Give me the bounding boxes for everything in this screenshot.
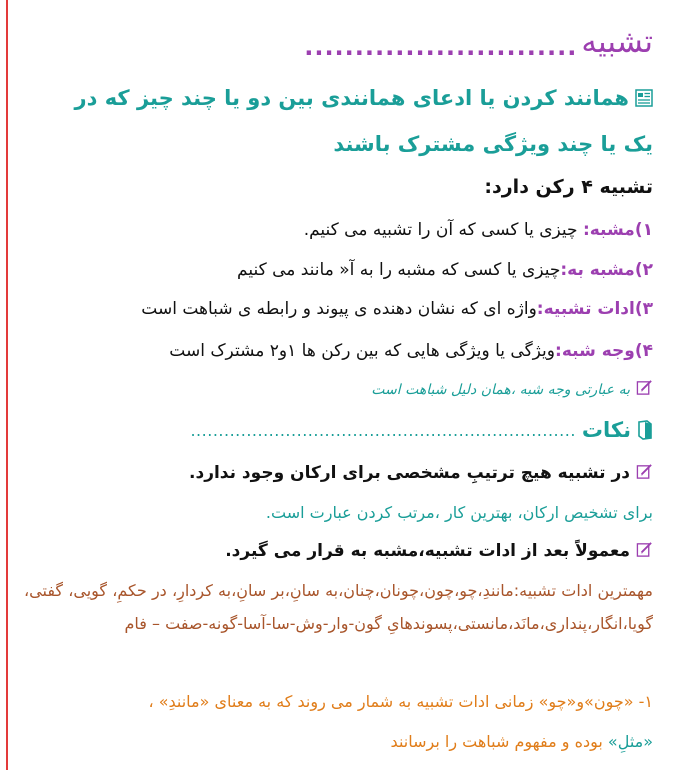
note-2-text: معمولاً بعد از ادات تشبیه،مشبه به قرار می گیرد. (225, 541, 630, 561)
shield-icon (637, 420, 653, 440)
rokn-key: ۳)ادات تشبیه: (536, 299, 653, 319)
note-1-text: در تشبیه هیچ ترتیبِ مشخصی برای ارکان وجود ندارد. (189, 463, 630, 483)
title-row (24, 22, 653, 62)
rokn-key: ۴)وجه شبه: (555, 341, 653, 361)
document-page (24, 0, 653, 770)
note-1 (24, 463, 653, 483)
pencil-check-icon (636, 541, 653, 558)
note-1-sub: برای تشخیص ارکان، بهترین کار ،مرتب کردن عبارت است. (265, 503, 653, 522)
page-margin-line (6, 0, 8, 770)
rokn-item-1 (24, 220, 653, 240)
adat-list: مهمترین ادات تشبیه:مانندِ،چو،چون،چونان،چنان،به سانِ،بر سانِ،به کردارِ، در حکمِ، گویی، گفتی، گویا،انگار،پنداری،مانَد،مانستی،پسوندهایِ گون-وار-وش-سا-آسا-گونه-صفت – فام (24, 581, 653, 633)
rokn-item-4 (24, 341, 653, 361)
rokn-item-2 (24, 260, 653, 280)
nokat-label: نکات (581, 418, 631, 442)
pencil-check-icon (636, 379, 653, 396)
rokn-item-3 (24, 299, 653, 319)
italic-note-text: به عبارتی وجه شبه ،همان دلیل شباهت است (371, 382, 630, 398)
italic-note (24, 379, 653, 398)
definition-line-1 (24, 76, 653, 120)
nokat-dot-leader: ..................................................................... (190, 420, 576, 440)
definition-line-2: یک یا چند ویژگی مشترک باشند (333, 132, 653, 156)
title-dot-leader: ........................... (304, 33, 578, 61)
point-1-line-2 (24, 732, 653, 751)
rokn-text: چیزی یا کسی که مشبه را به آ« مانند می کنیم (237, 260, 561, 280)
rokn-text: واژه ای که نشان دهنده ی پیوند و رابطه ی شباهت است (141, 299, 537, 319)
nokat-heading-row (64, 418, 653, 442)
document-icon (635, 89, 653, 107)
rokn-text: ویژگی یا ویژگی هایی که بین رکن ها ۱و۲ مشترک است (169, 341, 556, 361)
rokn-key: ۲)مشبه به: (560, 260, 653, 280)
point-1-rest: بوده و مفهوم شباهت را برسانند (390, 732, 608, 751)
point-1-line-1: ۱- «چون»و«چو» زمانی ادات تشبیه به شمار می روند که به معنای «مانندِ» ، (148, 692, 653, 711)
note-2 (24, 541, 653, 561)
arkan-heading: تشبیه ۴ رکن دارد: (484, 176, 653, 198)
point-1-highlight: «مثلِ» (607, 732, 653, 751)
rokn-text: چیزی یا کسی که آن را تشبیه می کنیم. (303, 220, 583, 240)
definition-text-1: همانند کردن یا ادعای همانندی بین دو یا چند چیز که در (74, 86, 629, 110)
rokn-key: ۱)مشبه: (582, 220, 653, 240)
page-title: تشبیه (581, 24, 653, 60)
pencil-check-icon (636, 463, 653, 480)
